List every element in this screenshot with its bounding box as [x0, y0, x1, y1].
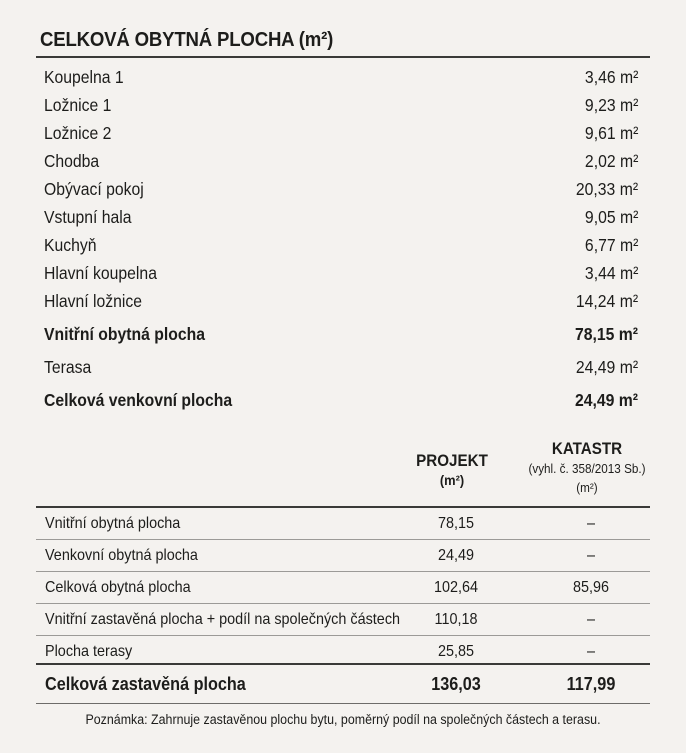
- room-name: Ložnice 2: [44, 123, 112, 143]
- katastr-value: –: [586, 643, 596, 660]
- interior-total-row: [44, 316, 638, 352]
- room-name: Celková venkovní plocha: [44, 390, 233, 410]
- title-divider: [36, 56, 650, 58]
- total-katastr-value: 117,99: [566, 674, 616, 694]
- page-title: CELKOVÁ OBYTNÁ PLOCHA (m²): [40, 29, 334, 51]
- row-label: Plocha terasy: [45, 643, 133, 660]
- room-name: Kuchyň: [44, 235, 97, 255]
- list-item: [44, 232, 638, 260]
- katastr-value: 85,96: [572, 579, 610, 596]
- room-name: Hlavní koupelna: [44, 263, 157, 283]
- room-area: 3,44 m²: [584, 263, 638, 283]
- room-area: 9,23 m²: [584, 95, 638, 115]
- summary-table: [36, 508, 650, 667]
- list-item: [44, 204, 638, 232]
- bottom-divider: [36, 703, 650, 704]
- room-area: 6,77 m²: [584, 235, 638, 255]
- room-name: Hlavní ložnice: [44, 291, 143, 311]
- row-label: Vnitřní zastavěná plocha + podíl na společných částech: [45, 611, 401, 628]
- room-name: Ložnice 1: [44, 95, 112, 115]
- projekt-value: 110,18: [434, 611, 478, 628]
- katastr-value: –: [586, 611, 596, 628]
- list-item: [44, 120, 638, 148]
- room-area: 78,15 m²: [574, 324, 638, 344]
- room-name: Terasa: [44, 357, 92, 377]
- katastr-unit: (m²): [576, 480, 598, 495]
- total-label: Celková zastavěná plocha: [45, 674, 246, 694]
- room-area: 14,24 m²: [575, 291, 638, 311]
- room-name: Koupelna 1: [44, 67, 124, 87]
- total-row: [36, 664, 650, 704]
- list-item: [44, 352, 638, 384]
- list-item: [44, 92, 638, 120]
- katastr-value: –: [586, 515, 596, 532]
- room-area-list: [44, 64, 638, 416]
- room-area: 20,33 m²: [575, 179, 638, 199]
- room-area: 2,02 m²: [584, 151, 638, 171]
- row-label: Celková obytná plocha: [45, 579, 191, 596]
- table-row: [36, 604, 650, 636]
- room-area: 24,49 m²: [574, 390, 638, 410]
- katastr-subtitle: (vyhl. č. 358/2013 Sb.): [528, 461, 646, 476]
- row-label: Venkovní obytná plocha: [45, 547, 198, 564]
- projekt-value: 24,49: [437, 547, 475, 564]
- footnote: Poznámka: Zahrnuje zastavěnou plochu bytu, poměrný podíl na společných částech a terasu.: [85, 712, 601, 727]
- room-name: Chodba: [44, 151, 100, 171]
- projekt-unit: (m²): [439, 472, 465, 488]
- summary-total: [36, 664, 650, 704]
- projekt-value: 78,15: [437, 515, 475, 532]
- room-area: 9,05 m²: [584, 207, 638, 227]
- column-header-katastr: [512, 440, 662, 497]
- outdoor-total-row: [44, 384, 638, 416]
- list-item: [44, 260, 638, 288]
- room-area: 9,61 m²: [584, 123, 638, 143]
- list-item: [44, 288, 638, 316]
- projekt-value: 25,85: [437, 643, 475, 660]
- room-name: Obývací pokoj: [44, 179, 144, 199]
- katastr-header: KATASTR: [551, 440, 623, 458]
- table-row: [36, 540, 650, 572]
- room-area: 24,49 m²: [575, 357, 638, 377]
- table-row: [36, 572, 650, 604]
- row-label: Vnitřní obytná plocha: [45, 515, 181, 532]
- projekt-header: PROJEKT: [416, 452, 488, 470]
- room-area: 3,46 m²: [584, 67, 638, 87]
- table-row: [36, 508, 650, 540]
- katastr-value: –: [586, 547, 596, 564]
- list-item: [44, 148, 638, 176]
- list-item: [44, 64, 638, 92]
- room-name: Vstupní hala: [44, 207, 132, 227]
- total-projekt-value: 136,03: [431, 674, 481, 694]
- list-item: [44, 176, 638, 204]
- projekt-value: 102,64: [433, 579, 479, 596]
- room-name: Vnitřní obytná plocha: [44, 324, 206, 344]
- column-header-projekt: [402, 452, 502, 490]
